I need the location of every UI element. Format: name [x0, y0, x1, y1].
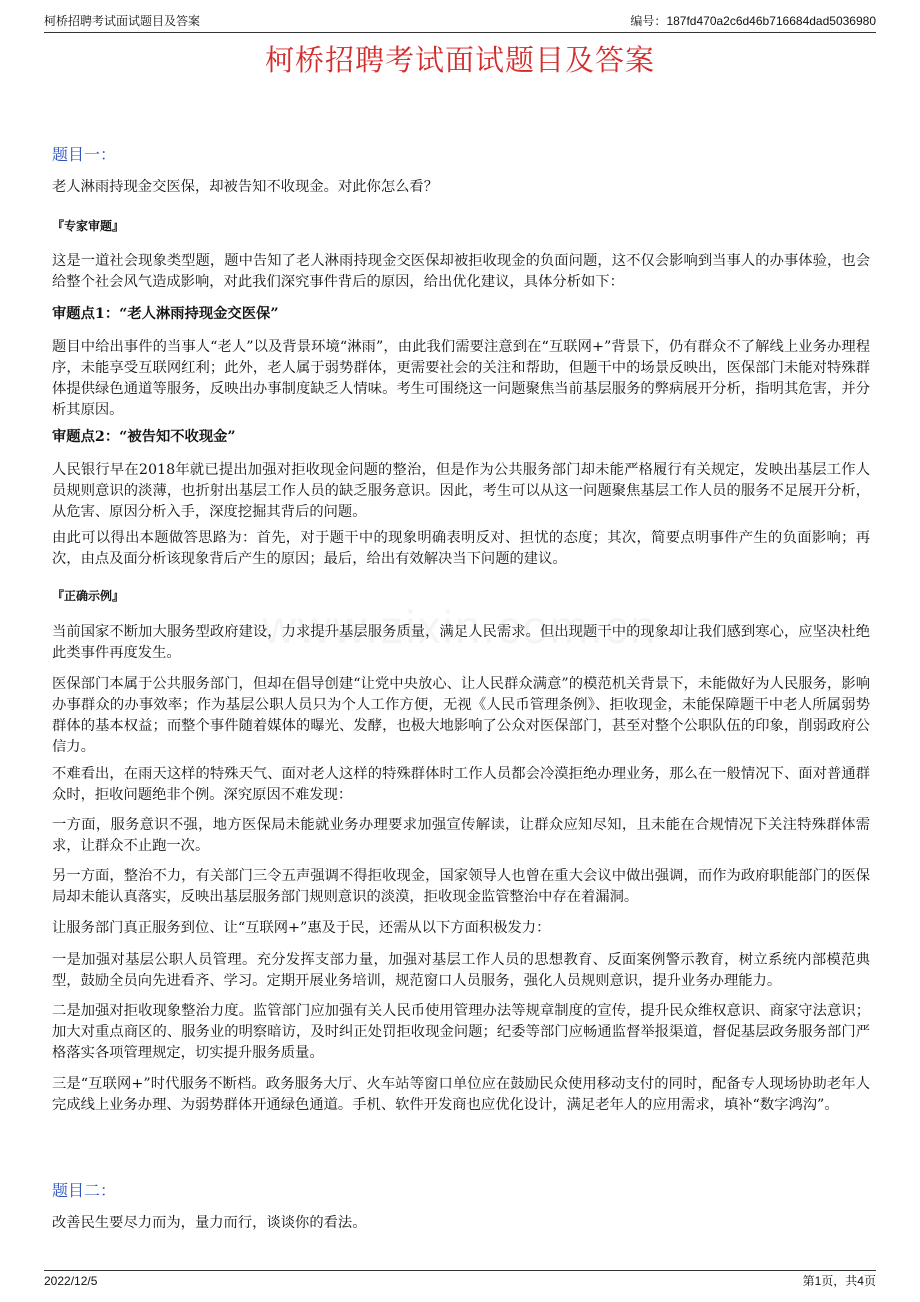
page-number — [803, 1272, 876, 1290]
question-1-text: 老人淋雨持现金交医保，却被告知不收现金。对此你怎么看？ — [52, 179, 439, 195]
example-paragraph-3: 不难看出，在雨天这样的特殊天气、面对老人这样的特殊群体时工作人员都会冷漠拒绝办理业务，那么在一般情况下、面对普通群众时，拒收问题绝非个例。深究原因不难发现： — [52, 766, 870, 803]
page-suffix: 页 — [863, 1274, 876, 1288]
page-title: 柯桥招聘考试面试题目及答案 — [264, 43, 655, 77]
expert-review-heading: 『专家审题』 — [52, 219, 125, 233]
review-point-2-paragraph: 人民银行早在2018年就已提出加强对拒收现金问题的整治，但是作为公共服务部门却未能严格履行有关规定，发映出基层工作人员规则意识的淡薄，也折射出基层工作人员的缺乏服务意识。因此，考生可以从这一问题聚焦基层工作人员的服务不足展开分析，从危害、原因分析入手，深度挖掘其背后的问题。 — [52, 462, 870, 520]
page-footer — [44, 1270, 876, 1291]
approach-paragraph: 由此可以得出本题做答思路为：首先，对于题干中的现象明确表明反对、担忧的态度；其次，简要点明事件产生的负面影响；再次，由点及面分析该现象背后产生的原因；最后，给出有效解决当下问题的建议。 — [52, 530, 870, 567]
header-doc-title: 柯桥招聘考试面试题目及答案 — [44, 14, 201, 28]
correct-example-heading: 『正确示例』 — [52, 589, 125, 603]
example-paragraph-9: 三是“互联网+”时代服务不断档。政务服务大厅、火车站等窗口单位应在鼓励民众使用移动支付的同时，配备专人现场协助老年人完成线上业务办理、为弱势群体开通绿色通道。手机、软件开发商也应优化设计，满足老年人的应用需求，填补“数字鸿沟”。 — [52, 1076, 870, 1113]
question-1-title: 题目一： — [52, 145, 117, 164]
review-point-2-heading: 审题点2：“被告知不收现金” — [52, 429, 236, 445]
footer-date: 2022/12/5 — [44, 1274, 98, 1288]
page-total: 4 — [857, 1274, 864, 1288]
example-paragraph-8: 二是加强对拒收现象整治力度。监管部门应加强有关人民币使用管理办法等规章制度的宣传，提升民众维权意识、商家守法意识；加大对重点商区的、服务业的明察暗访，及时纠正处罚拒收现金问题；纪委等部门应畅通监督举报渠道，督促基层政务服务部门严格落实各项管理规定，切实提升服务质量。 — [52, 1003, 870, 1061]
example-paragraph-2: 医保部门本属于公共服务部门，但却在倡导创建“让党中央放心、让人民群众满意”的模范机关背景下，未能做好为人民服务，影响办事群众的办事效率；作为基层公职人员只为个人工作方便，无视《人民币管理条例》、拒收现金，未能保障题干中老人所属弱势群体的基本权益；而整个事件随着媒体的曝光、发酵，也极大地影响了公众对医保部门，甚至对整个公职队伍的印象，削弱政府公信力。 — [52, 676, 870, 755]
review-point-1-heading: 审题点1：“老人淋雨持现金交医保” — [52, 306, 279, 322]
example-paragraph-6: 让服务部门真正服务到位、让“互联网+”惠及于民，还需从以下方面积极发力： — [52, 920, 551, 936]
review-point-1-paragraph: 题目中给出事件的当事人“老人”以及背景环境“淋雨”，由此我们需要注意到在“互联网+”背景下，仍有群众不了解线上业务办理程序，未能享受互联网红利；此外，老人属于弱势群体，更需要社会的关注和帮助，但题干中的场景反映出，医保部门未能对特殊群体提供绿色通道等服务，反映出办事制度缺乏人情味。考生可围绕这一问题聚焦当前基层服务的弊病展开分析，指明其危害，并分析其原因。 — [52, 339, 870, 418]
example-paragraph-5: 另一方面，整治不力，有关部门三令五声强调不得拒收现金，国家领导人也曾在重大会议中做出强调，而作为政府职能部门的医保局却未能认真落实，反映出基层服务部门规则意识的淡漠，拒收现金监管整治中存在着漏洞。 — [52, 868, 870, 905]
example-paragraph-1: 当前国家不断加大服务型政府建设，力求提升基层服务质量，满足人民需求。但出现题干中的现象却让我们感到寒心，应坚决杜绝此类事件再度发生。 — [52, 624, 870, 661]
code-value: 187fd470a2c6d46b716684dad5036980 — [666, 14, 876, 28]
expert-review-paragraph: 这是一道社会现象类型题，题中告知了老人淋雨持现金交医保却被拒收现金的负面问题，这不仅会影响到当事人的办事体验，也会给整个社会风气造成影响，对此我们深究事件背后的原因，给出优化建议，具体分析如下： — [52, 253, 870, 290]
page-prefix: 第 — [802, 1274, 815, 1288]
code-label: 编号： — [630, 14, 667, 28]
example-paragraph-7: 一是加强对基层公职人员管理。充分发挥支部力量，加强对基层工作人员的思想教育、反面案例警示教育，树立系统内部模范典型，鼓励全员向先进看齐、学习。定期开展业务培训，规范窗口人员服务，强化人员规则意识，提升业务办理能力。 — [52, 952, 870, 989]
question-2-text: 改善民生要尽力而为，量力而行，谈谈你的看法。 — [52, 1215, 367, 1231]
question-2-title: 题目二： — [52, 1181, 117, 1200]
page-header — [44, 12, 876, 33]
example-paragraph-4: 一方面，服务意识不强，地方医保局未能就业务办理要求加强宣传解读，让群众应知尽知，且未能在合规情况下关注特殊群体需求，让群众不止跑一次。 — [52, 817, 870, 854]
header-doc-code — [630, 12, 876, 30]
page-mid: 页，共 — [821, 1274, 858, 1288]
page-current: 1 — [814, 1274, 822, 1288]
